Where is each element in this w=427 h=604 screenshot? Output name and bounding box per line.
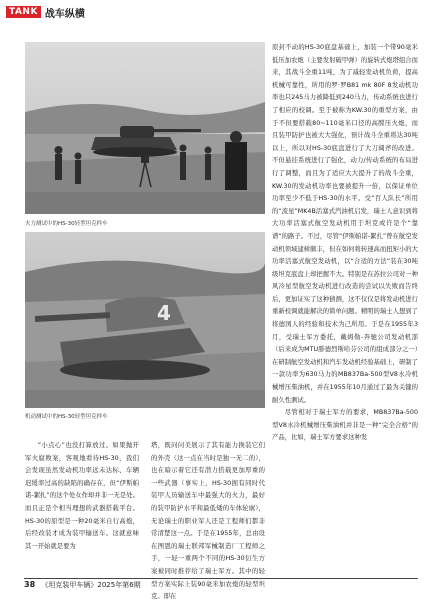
paragraph: 塔，既问问美展示了其有能力换装它们的外壳（这一点在当时是独一无二的），也在暗示着它还有潜力搭载更加厚重的一些武器（事实上，HS-30拥有同时代装甲人员输送车中最强大的火力，最好的装甲防护水平和最低矮的车体轮廓），无论瑞士的职业军人还是工程师们都非常清楚这一点。于是在1955年，总由设在图恩的瑞士联邦军械制造厂工程师之手，一轻一重两个不同的HS-30衍生方案被同时推荐给了瑞士军方。其中的轻型方案实际上装90毫米加农炮的轻型坦克。即在	[151, 442, 265, 601]
page-number: 38	[24, 580, 36, 589]
page-header	[6, 5, 85, 19]
tank-tag: TANK	[6, 6, 41, 18]
text-column-right	[272, 42, 418, 445]
footer-rule	[24, 578, 418, 579]
page-footer	[24, 580, 141, 590]
section-title: 战车纵横	[44, 8, 85, 20]
photo-caption: 火力测试中的HS-30轻型坦克样车	[25, 221, 108, 227]
photo-fire-test	[25, 42, 265, 214]
photo-caption: 机动测试中的HS-30轻型坦克样车	[25, 414, 108, 420]
paragraph: “小点心”也没打算放过。如果抛开军火腐败案，客观地看待HS-30，我们会发现虽然发动机功率远未达标、车辆迟缓率过高的缺陷的确存在，但“伊斯帕诺-絮扎”的这个处女作却并非一无是处。而且正是个相当理想的武器搭载平台。HS-30的原型是一种20毫米自行高炮，后经改装才成为装甲输送车。这就意味其一开始就是要为	[25, 442, 139, 550]
magazine-source: 《坦克装甲车辆》2025年第6期	[41, 581, 141, 589]
paragraph: 原封不动的HS-30底盘基础上，加装一个带90毫米低压加农炮（主要发射破甲弹）的旋转式炮塔组合而来，其战斗全重11吨，为了减轻发动机负荷，提高机械可靠性，所用的罗·罗B81 mk 80F 8发动机功率也只245马力被降低到240马力，传动系统也进行了相应的校调。至于被称为KW.30的重型方案，由于不但要搭载80~110毫米口径的高膛压火炮，而且装甲防护也被大大强化，预计战斗全重将达30吨以上，所以对HS-30底盘进行了大刀阔斧的改进。不但悬挂系统进行了强化，动力/传动系统的布局进行了调整，而且为了适应大大提升了的战斗全重，KW.30的发动机功率也要被提升一倍，以保证单位功率至少不低于HS-30的水平。受“百人队长”所用的“流星”MK4B活塞式汽油机启发，瑞士人意识到将大功率活塞式航空发动机用于坦克或许是个“靠谱”的路子。不过，尽管“伊斯帕诺-絮扎”曾在航空发动机领域建树颇丰，但在如何将转速高而扭矩小的大功率活塞式航空发动机，以“合适的方法”装在30吨级坦克底盘上却把握不大。特别是在苏拉公司对一种风冷星型航空发动机进行改造的尝试以失败而告终后，更加证实了这种猜测，这不仅仅是将发动机进行重新校调就能解决的简单问题。精明的瑞士人想到了将德国人的经验和技术为己所用。于是在1955年3月，受瑞士军方委托，戴姆勒-奔驰公司发动机部（后来成为MTU腓德烈斯哈芬公司的组成部分之一）在研制航空发动机和汽车发动机经验基础上，研制了一款功率为630马力的MB837Ba-500型V8水冷机械增压柴油机，并在1955年10月通过了最为关键的耐久性测试。	[272, 44, 418, 404]
text-column-middle	[151, 440, 265, 604]
photo-mobility-test	[25, 232, 265, 408]
paragraph: 尽管相对于瑞士军方的要求，MB837Ba-500型V8水冷机械增压柴油机并非是一种“完全合格”的产品，比如，瑞士军方要求这种发	[272, 409, 418, 442]
turret-marking: 4	[157, 301, 171, 325]
